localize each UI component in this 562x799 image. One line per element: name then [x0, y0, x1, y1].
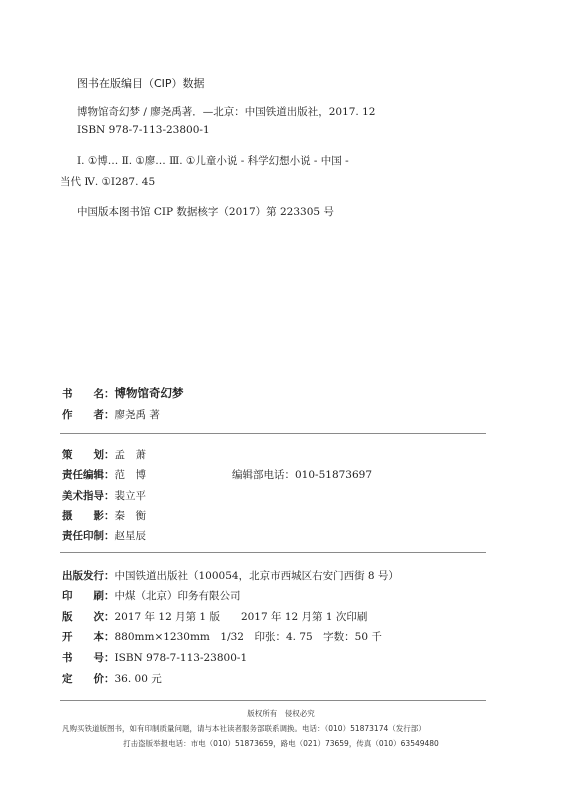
publisher-value: 中国铁道出版社（100054，北京市西城区右安门西街 8 号）	[114, 570, 399, 582]
book-title-value: 博物馆奇幻梦	[114, 386, 184, 400]
publisher-row	[62, 568, 399, 583]
cip-line-isbn: ISBN 978-7-113-23800-1	[77, 124, 210, 136]
anti-piracy-notice: 打击盗版举报电话：市电（010）51873659，路电（021）73659，传真（010）63549480	[123, 739, 439, 748]
format-row	[62, 629, 382, 644]
art-director-row	[62, 488, 146, 503]
cip-line-classification: Ⅰ. ①博… Ⅱ. ①廖… Ⅲ. ①儿童小说 - 科学幻想小说 - 中国 -	[77, 155, 349, 167]
book-author-value: 廖尧禹 著	[114, 409, 160, 421]
isbn-value: ISBN 978-7-113-23800-1	[114, 652, 248, 664]
format-label: 开 本：	[62, 631, 115, 643]
divider-1	[60, 433, 486, 434]
quality-notice: 凡购买铁道版图书，如有印制质量问题，请与本社读者服务部联系调换。电话：（010）51873174（发行部）	[62, 724, 426, 733]
printer-value: 中煤（北京）印务有限公司	[114, 590, 241, 602]
edition-value: 2017 年 12 月第 1 版 2017 年 12 月第 1 次印刷	[114, 611, 368, 623]
isbn-row	[62, 650, 247, 665]
rights-notice: 版权所有 侵权必究	[247, 709, 315, 718]
planner-label: 策 划：	[62, 449, 115, 461]
price-value: 36. 00 元	[114, 673, 162, 685]
print-manager-value: 赵星辰	[114, 530, 146, 542]
art-director-label: 美术指导：	[62, 490, 115, 502]
edition-label: 版 次：	[62, 611, 115, 623]
photography-label: 摄 影：	[62, 510, 115, 522]
photography-value: 秦 衡	[114, 510, 146, 522]
planner-row	[62, 447, 146, 462]
cip-line-title: 博物馆奇幻梦 / 廖尧禹著．—北京：中国铁道出版社，2017. 12	[77, 106, 376, 118]
divider-2	[60, 552, 486, 553]
book-author-label: 作 者：	[62, 409, 115, 421]
cip-line-classification-cont: 当代 Ⅳ. ①I287. 45	[60, 176, 156, 188]
book-author-row	[62, 407, 160, 422]
printer-row	[62, 588, 241, 603]
planner-value: 孟 萧	[114, 449, 146, 461]
print-manager-row	[62, 528, 146, 543]
price-label: 定 价：	[62, 673, 115, 685]
cip-heading: 图书在版编目（CIP）数据	[77, 77, 205, 90]
photography-row	[62, 508, 146, 523]
book-title-row	[62, 385, 184, 401]
editor-value: 范 博	[114, 469, 146, 481]
book-title-label: 书 名：	[62, 388, 115, 400]
print-manager-label: 责任印制：	[62, 530, 115, 542]
format-value: 880mm×1230mm 1/32 印张：4. 75 字数：50 千	[114, 631, 382, 643]
art-director-value: 裴立平	[114, 490, 146, 502]
editorial-phone: 编辑部电话：010-51873697	[232, 469, 373, 481]
divider-3	[60, 700, 486, 701]
price-row	[62, 671, 162, 686]
editor-row	[62, 467, 146, 482]
isbn-label: 书 号：	[62, 652, 115, 664]
editor-label: 责任编辑：	[62, 469, 115, 481]
printer-label: 印 刷：	[62, 590, 115, 602]
cip-line-record-number: 中国版本图书馆 CIP 数据核字（2017）第 223305 号	[77, 206, 334, 218]
publisher-label: 出版发行：	[62, 570, 115, 582]
edition-row	[62, 609, 367, 624]
